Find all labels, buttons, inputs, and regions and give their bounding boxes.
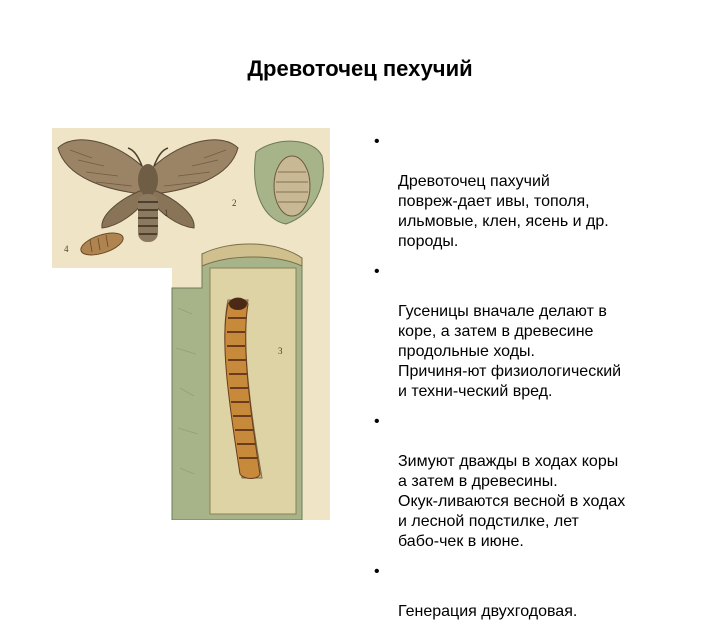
bullet-marker: • bbox=[374, 263, 380, 280]
bullet-item bbox=[372, 562, 690, 622]
figure-number-4: 4 bbox=[64, 244, 69, 254]
bullet-marker: • bbox=[374, 133, 380, 150]
bullet-text: Зимуют дважды в ходах коры а затем в древесины. Окук-ливаются весной в ходах и лесной подстилке, лет бабо-чек в июне. bbox=[398, 453, 626, 550]
bullet-marker: • bbox=[374, 563, 380, 580]
bullet-item bbox=[372, 412, 690, 552]
moth-illustration bbox=[52, 128, 330, 520]
bullet-item bbox=[372, 132, 690, 252]
bullet-list bbox=[372, 132, 690, 632]
bullet-text: Древоточец пахучий повреж-дает ивы, тополя, ильмовые, клен, ясень и др. породы. bbox=[398, 173, 609, 250]
bullet-item bbox=[372, 262, 690, 402]
slide-title: Древоточец пехучий bbox=[247, 56, 473, 81]
figure-number-2: 2 bbox=[232, 198, 237, 208]
figure-number-1: 1 bbox=[164, 208, 169, 218]
plate-blank-area bbox=[52, 268, 172, 520]
bullet-text: Гусеницы вначале делают в коре, а затем в древесине продольные ходы. Причиня-ют физиологический и техни-ческий вред. bbox=[398, 303, 622, 400]
bullet-text: Генерация двухгодовая. bbox=[398, 603, 578, 620]
figure-number-3: 3 bbox=[278, 346, 283, 356]
goat-moth-plate bbox=[52, 128, 330, 520]
bullet-marker: • bbox=[374, 413, 380, 430]
